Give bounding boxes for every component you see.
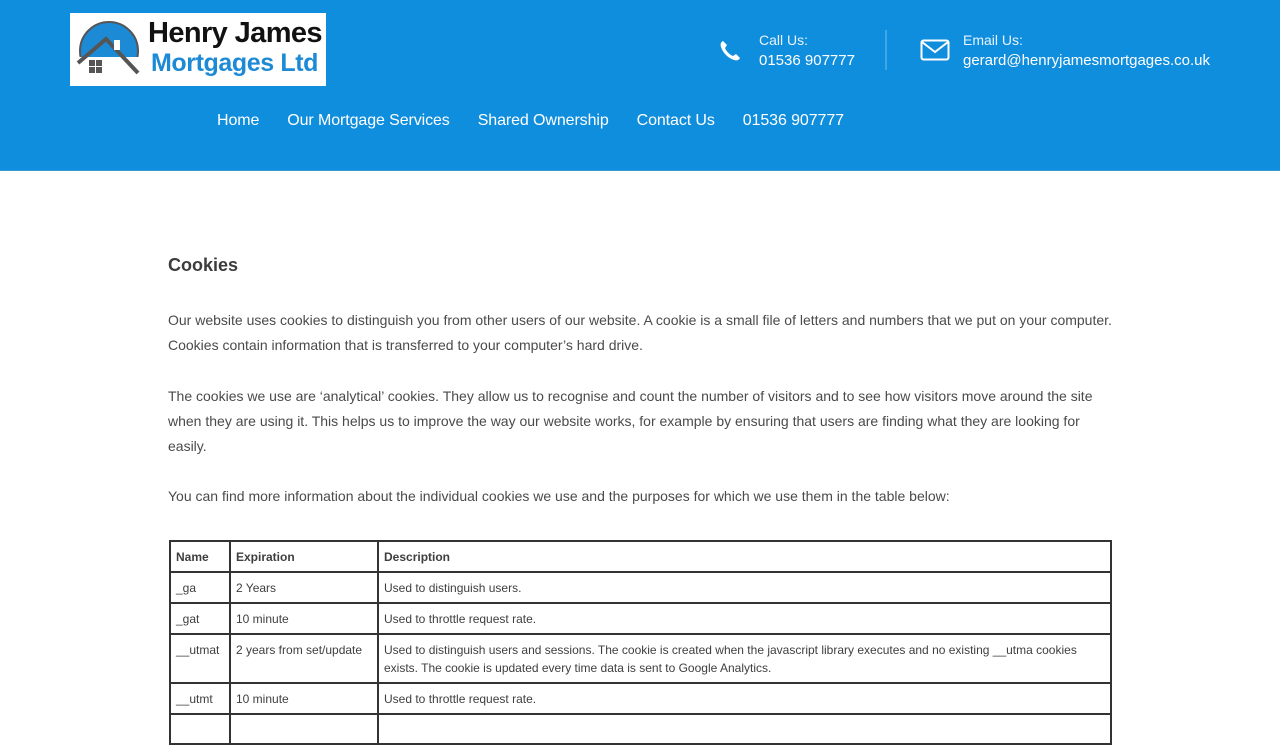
table-row [170,572,1111,603]
nav-phone-number[interactable]: 01536 907777 [742,112,844,129]
site-header [0,0,1280,171]
column-header-description: Description [378,541,1111,572]
column-header-expiration: Expiration [230,541,378,572]
main-content [168,255,1112,706]
cookie-name: __utmt [170,683,230,714]
page-title: Cookies [168,255,239,275]
cookie-description: Used to throttle request rate. [378,603,1111,634]
table-row [170,634,1111,683]
nav-our-mortgage-services[interactable]: Our Mortgage Services [287,112,450,129]
house-logo-icon [76,17,144,83]
cookie-name: _ga [170,572,230,603]
logo-text-line1: Henry James [148,17,322,49]
cookie-expiration: 2 Years [230,572,378,603]
table-header-row [170,541,1111,572]
contact-divider [885,30,887,70]
analytical-cookies-paragraph: The cookies we use are ‘analytical’ cookies. They allow us to recognise and count the number of visitors and to see how visitors move around the site when they are using it. This helps us to improve the way our website works, for example by ensuring that users are finding what they are looking for easily. [168,388,1093,454]
cookie-name: _gat [170,603,230,634]
table-intro-paragraph: You can find more information about the individual cookies we use and the purposes for which we use them in the table below: [168,488,950,504]
cookie-expiration: 10 minute [230,683,378,714]
cookie-description: Used to distinguish users and sessions. The cookie is created when the javascript library executes and no existing __utma cookies exists. The cookie is updated every time data is sent to Google Analytics. [378,634,1111,683]
call-us-label: Call Us: [759,32,809,48]
nav-contact-us[interactable]: Contact Us [636,112,715,129]
cookie-description: Used to distinguish users. [378,572,1111,603]
cookie-expiration: 10 minute [230,603,378,634]
nav-shared-ownership[interactable]: Shared Ownership [477,112,609,129]
cookie-description [378,714,1111,744]
call-us-number[interactable]: 01536 907777 [759,52,855,69]
table-row-partial [170,714,1111,744]
cookies-table [169,540,1112,745]
logo-text-line2: Mortgages Ltd [151,49,319,77]
cookie-expiration: 2 years from set/update [230,634,378,683]
table-row [170,683,1111,714]
phone-icon [718,39,742,63]
table-row [170,603,1111,634]
cookie-expiration [230,714,378,744]
nav-home[interactable]: Home [217,112,260,129]
email-us-label: Email Us: [963,32,1023,48]
intro-paragraph: Our website uses cookies to distinguish you from other users of our website. A cookie is a small file of letters and numbers that we put on your computer. Cookies contain information that is transferred to your computer’s hard drive. [168,312,1112,353]
logo-link[interactable] [70,13,326,86]
cookie-name: __utmat [170,634,230,683]
envelope-icon [920,39,950,61]
cookie-name [170,714,230,744]
main-nav [217,112,872,134]
cookie-description: Used to throttle request rate. [378,683,1111,714]
email-us-address[interactable]: gerard@henryjamesmortgages.co.uk [963,52,1211,69]
column-header-name: Name [170,541,230,572]
